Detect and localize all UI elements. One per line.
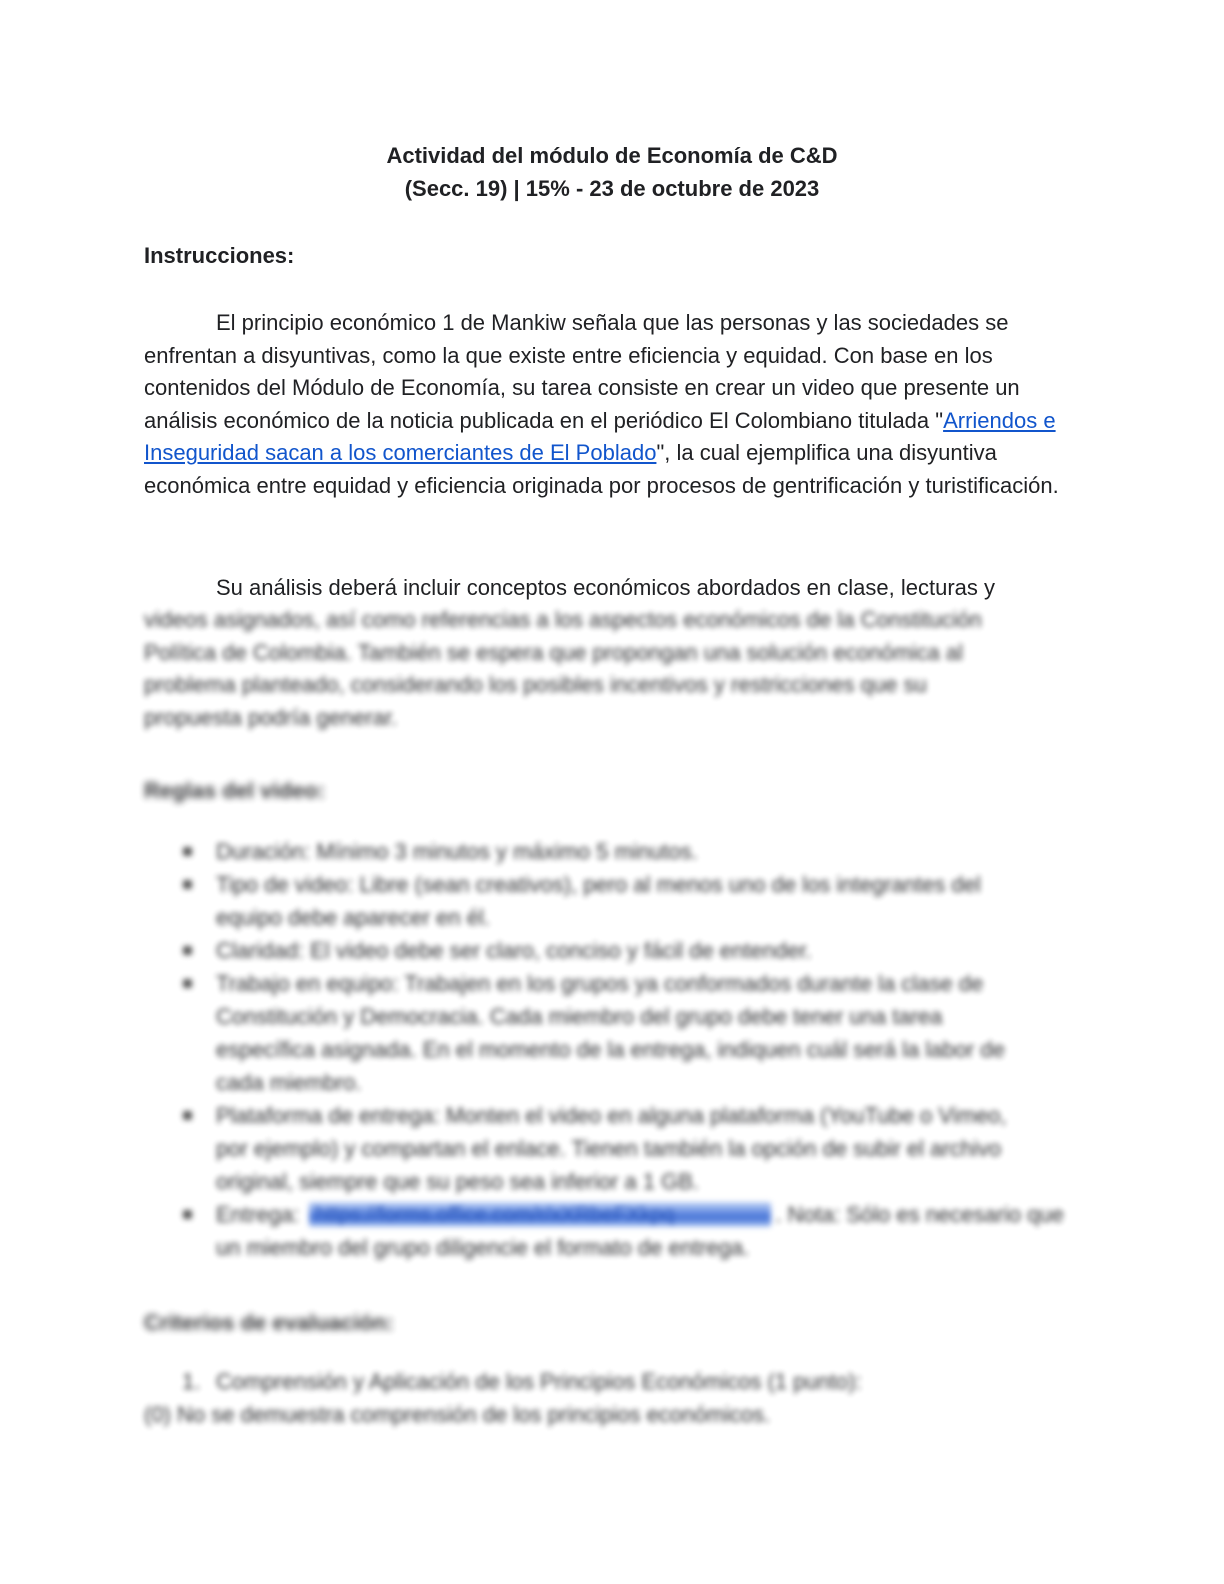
list-item-continuation	[144, 1000, 1080, 1033]
instructions-paragraph-2-line1: Su análisis deberá incluir conceptos económicos abordados en clase, lecturas y	[216, 575, 995, 600]
criteria-heading: Criterios de evaluación:	[144, 1310, 394, 1335]
list-item-text: equipo debe aparecer en él.	[216, 905, 490, 930]
bullet-icon	[183, 979, 192, 988]
bullet-icon	[183, 880, 192, 889]
list-item	[144, 934, 1080, 967]
list-item-continuation	[144, 1066, 1080, 1099]
criteria-item-number: 1.	[182, 1369, 201, 1394]
title-line-2: (Secc. 19) | 15% - 23 de octubre de 2023	[404, 175, 820, 201]
list-item-continuation	[144, 901, 1080, 934]
list-item-text: Constitución y Democracia. Cada miembro del grupo debe tener una tarea	[216, 1004, 943, 1029]
bullet-icon	[183, 847, 192, 856]
list-item-continuation	[144, 1132, 1080, 1165]
list-item-text: Trabajo en equipo: Trabajen en los grupos ya conformados durante la clase de	[216, 971, 984, 996]
list-item-continuation	[144, 1033, 1080, 1066]
list-item	[144, 868, 1080, 901]
para1-text-after-link: ", la cual ejemplifica una disyuntiva económica entre equidad y eficiencia originada por procesos de gentrificación y turistificación.	[144, 440, 1059, 498]
list-item-continuation	[144, 1165, 1080, 1198]
instructions-heading: Instrucciones:	[144, 243, 295, 268]
instructions-paragraph-2-blurred	[144, 604, 1080, 735]
list-item-text: un miembro del grupo diligencie el formato de entrega.	[216, 1235, 750, 1260]
entrega-label: Entrega:	[216, 1202, 306, 1227]
bullet-icon	[183, 1111, 192, 1120]
bullet-icon	[183, 1210, 192, 1219]
list-item-text: específica asignada. En el momento de la entrega, indiquen cuál será la labor de	[216, 1037, 1005, 1062]
criteria-item-1	[144, 1365, 1080, 1398]
list-item-text: original, siempre que su peso sea inferior a 1 GB.	[216, 1169, 700, 1194]
entrega-form-link[interactable]	[309, 1202, 771, 1227]
criteria-item-text: Comprensión y Aplicación de los Principios Económicos (1 punto):	[216, 1369, 862, 1394]
list-item-text: Tipo de video: Libre (sean creativos), pero al menos uno de los integrantes del	[216, 872, 981, 897]
document-title	[144, 140, 1080, 205]
list-item-continuation	[144, 1231, 1080, 1264]
list-item	[144, 1099, 1080, 1132]
para1-text-before-link: El principio económico 1 de Mankiw señala que las personas y las sociedades se enfrentan a disyuntivas, como la que existe entre eficiencia y equidad. Con base en los contenidos del Módulo de Economía, su tarea consiste en crear un video que presente un análisis económico de la noticia publicada en el periódico El Colombiano titulada "	[144, 310, 1020, 433]
para2-blurred-line: propuesta podría generar.	[144, 705, 398, 731]
list-item-text: por ejemplo) y compartan el enlace. Tienen también la opción de subir el archivo	[216, 1136, 1002, 1161]
rules-list	[144, 835, 1080, 1264]
entrega-form-link-text: https://forms.office.com/r/xXRbeFXkpq	[315, 1202, 675, 1226]
rules-heading: Reglas del video:	[144, 778, 325, 803]
bullet-icon	[183, 946, 192, 955]
list-item-text: Duración: Mínimo 3 minutos y máximo 5 minutos.	[216, 839, 698, 864]
para2-blurred-line: problema planteado, considerando los posibles incentivos y restricciones que su	[144, 672, 927, 698]
para2-blurred-line: videos asignados, así como referencias a los aspectos económicos de la Constitución	[144, 607, 982, 632]
list-item-text: Claridad: El video debe ser claro, conciso y fácil de entender.	[216, 938, 812, 963]
list-item	[144, 967, 1080, 1000]
para2-blurred-line: Política de Colombia. También se espera que propongan una solución económica al	[144, 639, 964, 665]
list-item-text: Plataforma de entrega: Monten el video en alguna plataforma (YouTube o Vimeo,	[216, 1103, 1007, 1128]
news-article-link[interactable]: Arriendos e Inseguridad sacan a los comerciantes de El Poblado	[144, 407, 1056, 466]
entrega-note-text: . Nota: Sólo es necesario que	[775, 1202, 1064, 1227]
criteria-item-1-sub: (0) No se demuestra comprensión de los principios económicos.	[144, 1402, 771, 1427]
instructions-paragraph-1	[144, 307, 1080, 503]
list-item	[144, 835, 1080, 868]
list-item-entrega	[144, 1198, 1080, 1231]
title-line-1: Actividad del módulo de Economía de C&D	[386, 143, 838, 168]
criteria-list	[144, 1365, 1080, 1431]
list-item-text: cada miembro.	[216, 1070, 362, 1095]
